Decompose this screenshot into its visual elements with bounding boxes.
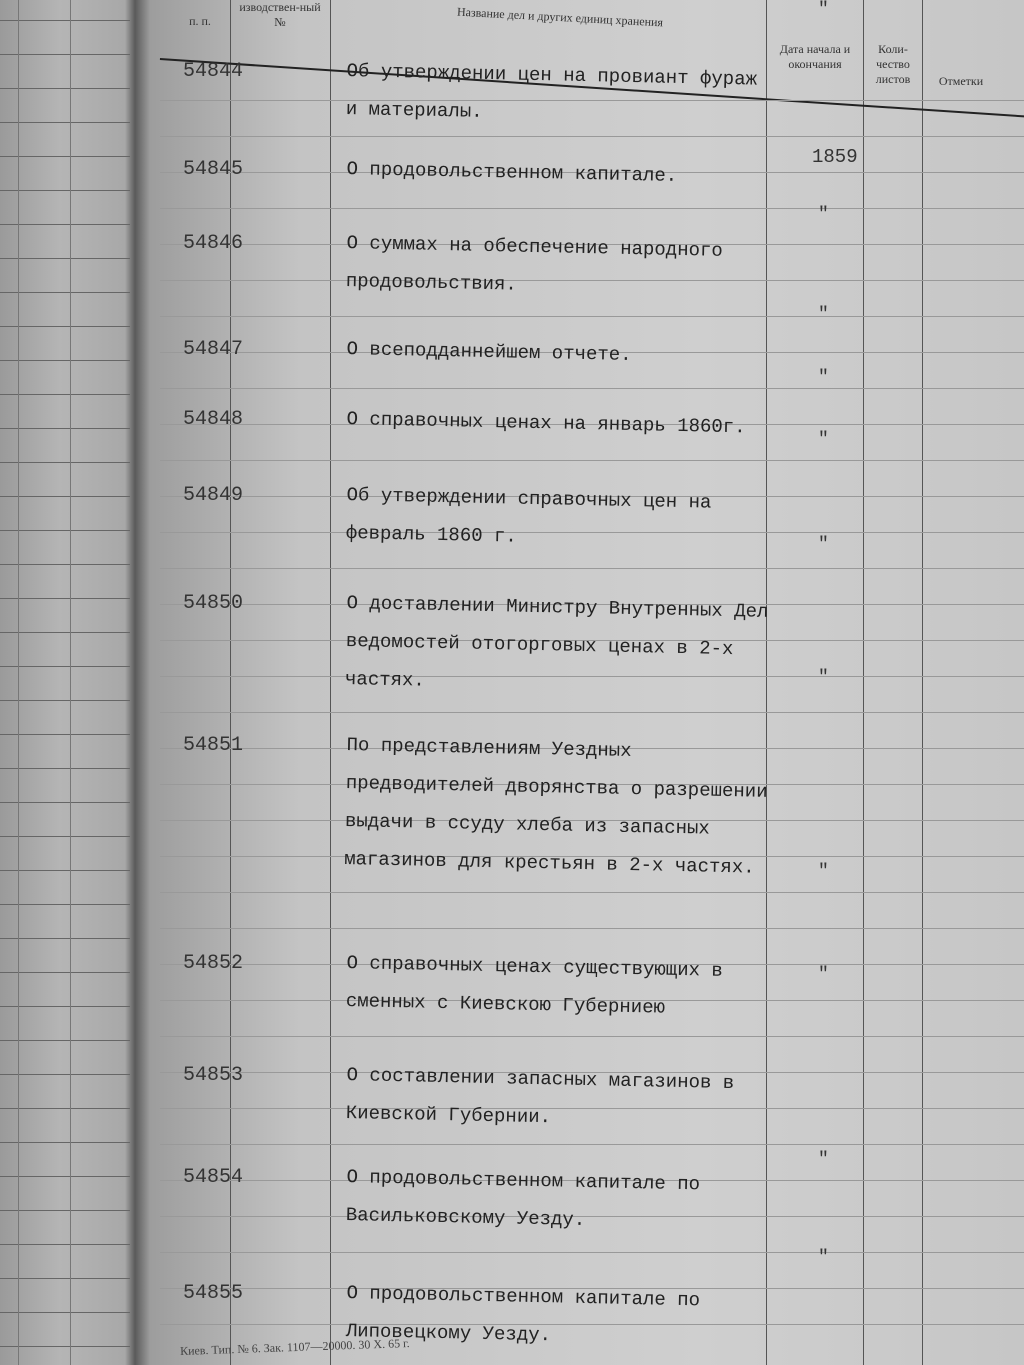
left-row-line	[0, 1176, 130, 1177]
entry-ditto-mark: "	[818, 1248, 829, 1268]
column-divider	[922, 0, 923, 1365]
column-divider	[330, 0, 331, 1365]
entry-ditto-mark: "	[818, 305, 829, 325]
left-divider	[70, 0, 71, 1365]
entry-number: 54844	[183, 60, 244, 83]
row-line	[160, 712, 1024, 713]
entry-number: 54849	[183, 484, 244, 507]
left-row-line	[0, 1142, 130, 1143]
entry-title: О продовольственном капитале по Липовецкому Уезду.	[345, 1281, 701, 1347]
left-row-line	[0, 700, 130, 701]
entry-title: О справочных ценах на январь 1860г.	[346, 407, 746, 439]
column-divider	[230, 0, 231, 1365]
entry-ditto-mark: "	[818, 668, 829, 688]
left-row-line	[0, 462, 130, 463]
left-row-line	[0, 1278, 130, 1279]
row-line	[160, 1144, 1024, 1145]
header-title: Название дел и других единиц хранения	[456, 4, 664, 30]
entry-number: 54845	[183, 158, 244, 181]
header-count: Коли-чество листов	[875, 42, 911, 86]
header-notes: Отметки	[938, 74, 984, 88]
entry-title: О доставлении Министру Внутренных Дел ведомостей отогорговых ценах в 2-х частях.	[344, 591, 769, 692]
left-row-line	[0, 122, 130, 123]
entry-title: О продовольственном капитале.	[346, 157, 678, 187]
left-row-line	[0, 666, 130, 667]
left-row-line	[0, 972, 130, 973]
left-row-line	[0, 258, 130, 259]
print-footer: Киев. Тип. № 6. Зак. 1107—20000. 30 X. 65 г.	[179, 1335, 410, 1359]
entry-ditto-mark: "	[818, 205, 829, 225]
entry-ditto-mark: "	[818, 368, 829, 388]
left-row-line	[0, 1210, 130, 1211]
entry-ditto-mark: "	[818, 0, 829, 20]
left-row-line	[0, 88, 130, 89]
header-np: п. п.	[189, 14, 211, 28]
left-row-line	[0, 1006, 130, 1007]
left-row-line	[0, 224, 130, 225]
left-row-line	[0, 1312, 130, 1313]
row-line	[160, 460, 1024, 461]
left-row-line	[0, 326, 130, 327]
row-line	[160, 208, 1024, 209]
left-row-line	[0, 428, 130, 429]
row-line	[160, 136, 1024, 137]
entry-title: Об утверждении справочных цен на февраль 1860 г.	[345, 483, 712, 548]
left-row-line	[0, 1346, 130, 1347]
left-row-line	[0, 496, 130, 497]
entry-number: 54848	[183, 408, 244, 431]
left-row-line	[0, 1108, 130, 1109]
left-divider	[18, 0, 19, 1365]
entry-title: По представлениям Уездных предводителей дворянства о разрешении выдачи в ссуду хлеба из запасных магазинов для крестьян в 2-х частях.	[343, 733, 768, 879]
column-divider	[863, 0, 864, 1365]
entry-title: О справочных ценах существующих в сменных с Киевскою Губерниею	[345, 951, 724, 1019]
left-row-line	[0, 870, 130, 871]
row-line	[160, 1252, 1024, 1253]
entry-title: О суммах на обеспечение народного продовольствия.	[345, 231, 724, 296]
left-row-line	[0, 530, 130, 531]
entry-ditto-mark: "	[818, 430, 829, 450]
row-line	[160, 928, 1024, 929]
left-row-line	[0, 1244, 130, 1245]
entry-title: О продовольственном капитале по Васильковскому Уезду.	[345, 1165, 701, 1231]
entry-ditto-mark: "	[818, 1150, 829, 1170]
entry-date: 1859	[812, 146, 858, 168]
left-row-line	[0, 292, 130, 293]
row-line	[160, 316, 1024, 317]
entry-title: О составлении запасных магазинов в Киевской Губернии.	[345, 1063, 735, 1129]
left-row-line	[0, 20, 130, 21]
left-row-line	[0, 802, 130, 803]
left-row-line	[0, 768, 130, 769]
row-line	[160, 1036, 1024, 1037]
left-row-line	[0, 938, 130, 939]
row-line	[160, 892, 1024, 893]
entry-number: 54846	[183, 232, 244, 255]
entry-title: О всеподданнейшем отчете.	[346, 337, 632, 366]
entry-ditto-mark: "	[818, 965, 829, 985]
left-row-line	[0, 734, 130, 735]
left-row-line	[0, 190, 130, 191]
row-line	[160, 388, 1024, 389]
entry-number: 54850	[183, 592, 244, 615]
left-row-line	[0, 564, 130, 565]
left-row-line	[0, 360, 130, 361]
entry-number: 54853	[183, 1064, 244, 1087]
left-row-line	[0, 904, 130, 905]
header-prod-number: изводствен-ный №	[239, 0, 321, 29]
entry-ditto-mark: "	[818, 535, 829, 555]
entry-number: 54855	[183, 1282, 244, 1305]
entry-ditto-mark: "	[818, 862, 829, 882]
entry-number: 54852	[183, 952, 244, 975]
left-row-line	[0, 1040, 130, 1041]
left-row-line	[0, 54, 130, 55]
left-row-line	[0, 394, 130, 395]
entry-number: 54851	[183, 734, 244, 757]
left-row-line	[0, 836, 130, 837]
left-row-line	[0, 632, 130, 633]
left-row-line	[0, 156, 130, 157]
left-row-line	[0, 598, 130, 599]
header-date: Дата начала и окончания	[779, 42, 851, 71]
entry-number: 54854	[183, 1166, 244, 1189]
entry-title: Об утверждении цен на провиант фураж и материалы.	[345, 59, 758, 123]
entry-number: 54847	[183, 338, 244, 361]
left-row-line	[0, 1074, 130, 1075]
row-line	[160, 568, 1024, 569]
